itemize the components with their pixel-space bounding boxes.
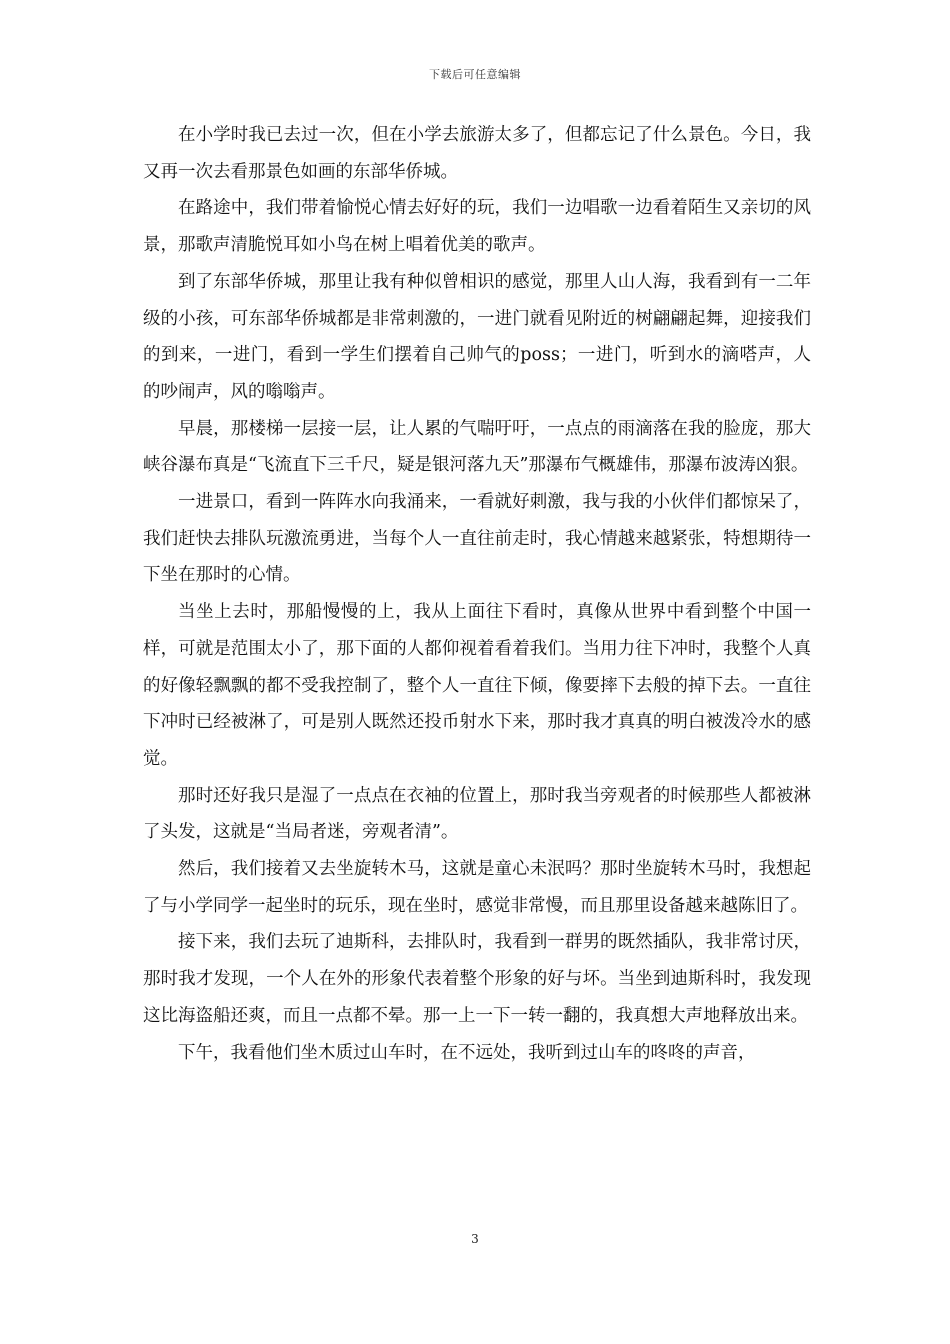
paragraph: 下午，我看他们坐木质过山车时，在不远处，我听到过山车的咚咚的声音， bbox=[178, 1042, 756, 1063]
paragraph: 接下来，我们去玩了迪斯科，去排队时，我看到一群男的既然插队，我非常讨厌，那时我才发现，一个人在外的形象代表着整个形象的好与坏。当坐到迪斯科时，我发现这比海盗船还爽，而且一点都不晕。那一上一下一转一翻的，我真想大声地释放出来。 bbox=[143, 932, 811, 1026]
paragraph: 在小学时我已去过一次，但在小学去旅游太多了，但都忘记了什么景色。今日，我又再一次去看那景色如画的东部华侨城。 bbox=[143, 125, 811, 182]
paragraph: 在路途中，我们带着愉悦心情去好好的玩，我们一边唱歌一边看着陌生又亲切的风景，那歌声清脆悦耳如小鸟在树上唱着优美的歌声。 bbox=[143, 198, 811, 256]
document-body bbox=[143, 117, 811, 1071]
paragraph: 当坐上去时，那船慢慢的上，我从上面往下看时，真像从世界中看到整个中国一样，可就是范围太小了，那下面的人都仰视着看着我们。当用力往下冲时，我整个人真的好像轻飘飘的都不受我控制了，整个人一直往下倾，像要摔下去般的掉下去。一直往下冲时已经被淋了，可是别人既然还投币射水下来，那时我才真真的明白被泼冷水的感觉。 bbox=[143, 602, 811, 769]
paragraph: 那时还好我只是湿了一点点在衣袖的位置上，那时我当旁观者的时候那些人都被淋了头发，这就是“当局者迷，旁观者清”。 bbox=[143, 785, 811, 843]
paragraph: 然后，我们接着又去坐旋转木马，这就是童心未泯吗？那时坐旋转木马时，我想起了与小学同学一起坐时的玩乐，现在坐时，感觉非常慢，而且那里设备越来越陈旧了。 bbox=[143, 859, 811, 916]
paragraph: 到了东部华侨城，那里让我有种似曾相识的感觉，那里人山人海，我看到有一二年级的小孩，可东部华侨城都是非常刺激的，一进门就看见附近的树翩翩起舞，迎接我们的到来，一进门，看到一学生们摆着自己帅气的poss；一进门，听到水的滴嗒声，人的吵闹声，风的嗡嗡声。 bbox=[143, 271, 811, 402]
paragraph: 一进景口，看到一阵阵水向我涌来，一看就好刺激，我与我的小伙伴们都惊呆了，我们赶快去排队玩激流勇进，当每个人一直往前走时，我心情越来越紧张，特想期待一下坐在那时的心情。 bbox=[143, 492, 811, 586]
page-number: 3 bbox=[471, 1232, 479, 1246]
page-header: 下载后可任意编辑 bbox=[429, 68, 521, 81]
paragraph: 早晨，那楼梯一层接一层，让人累的气喘吁吁，一点点的雨滴落在我的脸庞，那大峡谷瀑布真是“飞流直下三千尺，疑是银河落九天”那瀑布气概雄伟，那瀑布波涛凶狠。 bbox=[143, 418, 811, 476]
